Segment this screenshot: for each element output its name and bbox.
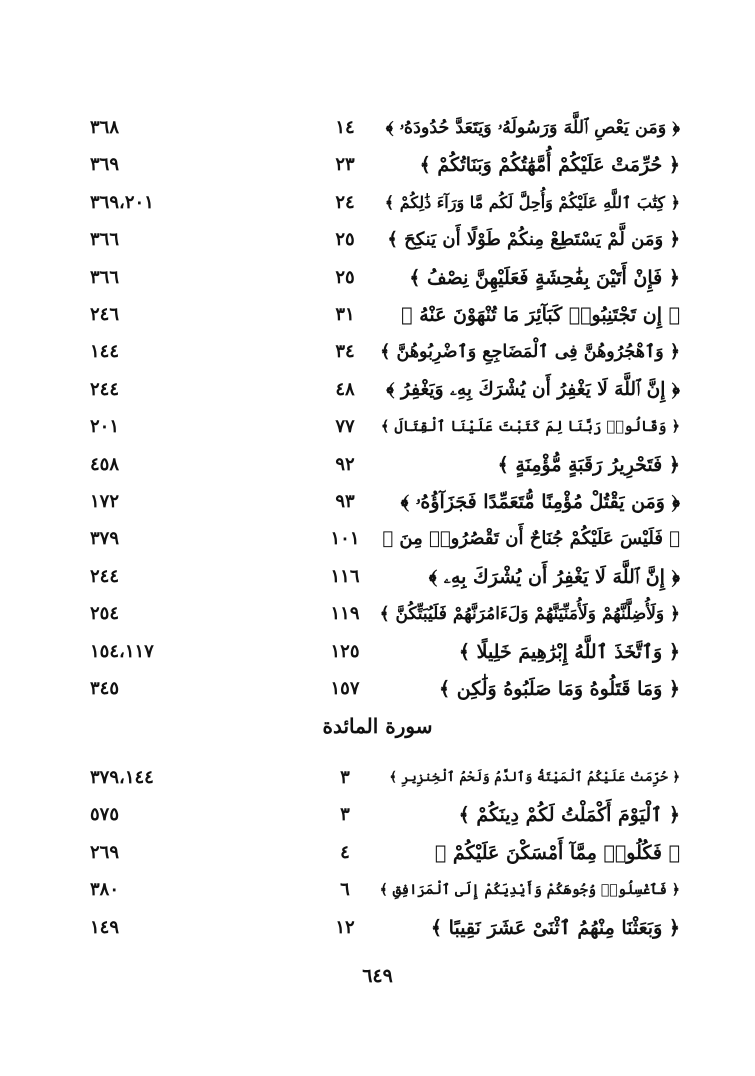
ayah-number: ٩٣: [335, 491, 355, 512]
ayah-number: ٣١: [335, 304, 355, 325]
verse-text: ﴿ وَمَن لَّمْ يَسْتَطِعْ مِنكُمْ طَوْلًا أَن يَنكِحَ ﴾: [387, 229, 680, 251]
page-references: ٣٨٠: [90, 879, 120, 901]
ayah-number: ٤٨: [335, 378, 355, 400]
ayah-number: ١٤: [335, 117, 355, 138]
index-row: [90, 260, 680, 296]
index-row: [90, 409, 680, 445]
index-row: [90, 110, 680, 146]
page-references: ٢٠١: [90, 416, 120, 438]
ayah-number: ٢٥: [335, 266, 355, 288]
verse-text: ﴿ فَلَيْسَ عَلَيْكُمْ جُنَاحٌ أَن تَقْصُرُوا۟ مِنَ ﴾: [382, 528, 680, 550]
index-row: [90, 297, 680, 333]
page-references: ٢٥٤: [90, 603, 120, 625]
page-number: ٦٤٩: [362, 965, 393, 987]
ayah-number: ٢٣: [335, 154, 355, 176]
ayah-number: ٩٢: [335, 453, 355, 475]
index-row: [90, 185, 680, 221]
page-references: ٣٧٩: [90, 528, 120, 550]
index-row: [90, 797, 680, 833]
page-references: ٢٦٩: [90, 841, 120, 863]
page-references: ٣٦٦: [90, 229, 120, 251]
verse-text: ﴿ وَمَن يَعْصِ ٱللَّهَ وَرَسُولَهُۥ وَيَتَعَدَّ حُدُودَهُۥ ﴾: [385, 118, 680, 138]
index-row: [90, 521, 680, 557]
ayah-number: ٢٥: [335, 229, 355, 251]
verse-text: ﴿ فَٱغْسِلُوا۟ وُجُوهَكُمْ وَأَيْدِيَكُمْ إِلَى ٱلْمَرَافِقِ ﴾: [379, 882, 680, 899]
page-references: ٣٧٩،١٤٤: [90, 767, 154, 788]
page-references: ٤٥٨: [90, 453, 120, 475]
page-references: ١٧٢: [90, 491, 120, 512]
index-row: [90, 872, 680, 908]
verse-text: ﴿ إِنَّ ٱللَّهَ لَا يَغْفِرُ أَن يُشْرَكَ بِهِۦ ﴾: [428, 565, 680, 588]
page-references: ١٤٤: [90, 341, 120, 363]
index-row: [90, 222, 680, 258]
page-references: ٥٧٥: [90, 804, 120, 826]
ayah-number: ٣٤: [335, 341, 355, 363]
verse-text: ﴿ وَٱهْجُرُوهُنَّ فِى ٱلْمَضَاجِعِ وَٱضْرِبُوهُنَّ ﴾: [380, 342, 680, 363]
verse-text: ﴿ وَٱتَّخَذَ ٱللَّهُ إِبْرَٰهِيمَ خَلِيلًا ﴾: [458, 640, 680, 663]
page-references: ٣٦٨: [90, 117, 120, 138]
page-references: ٣٤٥: [90, 678, 120, 699]
ayah-number: ١٠١: [330, 528, 360, 550]
page-references: ١٤٩: [90, 916, 120, 938]
index-row: [90, 147, 680, 183]
index-row: [90, 835, 680, 871]
index-row: [90, 671, 680, 707]
verse-text: ﴿ حُرِّمَتْ عَلَيْكُمُ ٱلْمَيْتَةُ وَٱلدَّمُ وَلَحْمُ ٱلْخِنزِيرِ ﴾: [389, 770, 680, 785]
ayah-number: ٣: [340, 767, 350, 788]
verse-text: ﴿ فَإِنْ أَتَيْنَ بِفَٰحِشَةٍ فَعَلَيْهِنَّ نِصْفُ ﴾: [409, 266, 680, 289]
ayah-number: ١٢٥: [330, 640, 360, 662]
index-row: [90, 484, 680, 520]
ayah-number: ١١٩: [330, 603, 360, 625]
index-row: [90, 372, 680, 408]
page-references: ٢٤٤: [90, 378, 120, 400]
verse-text: ﴿ فَكُلُوا۟ مِمَّآ أَمْسَكْنَ عَلَيْكُمْ ﴾: [434, 841, 680, 864]
verse-text: ﴿ فَتَحْرِيرُ رَقَبَةٍ مُّؤْمِنَةٍ ﴾: [497, 453, 680, 476]
ayah-number: ٧٧: [335, 416, 355, 438]
index-row: [90, 559, 680, 595]
page-references: ٣٦٩: [90, 154, 120, 176]
verse-text: ﴿ ٱلْيَوْمَ أَكْمَلْتُ لَكُمْ دِينَكُمْ ﴾: [458, 804, 680, 827]
index-row: [90, 910, 680, 946]
ayah-number: ١١٦: [330, 565, 360, 587]
verse-text: ﴿ وَبَعَثْنَا مِنْهُمُ ٱثْنَىْ عَشَرَ نَقِيبًا ﴾: [430, 916, 680, 939]
ayah-number: ٤: [340, 841, 350, 863]
verse-text: ﴿ وَقَالُوا۟ رَبَّنَا لِمَ كَتَبْتَ عَلَيْنَا ٱلْقِتَالَ ﴾: [380, 418, 680, 436]
verse-text: ﴿ وَمَا قَتَلُوهُ وَمَا صَلَبُوهُ وَلَٰكِن ﴾: [439, 678, 680, 700]
verse-text: ﴿ إِن تَجْتَنِبُوا۟ كَبَآئِرَ مَا تُنْهَوْنَ عَنْهُ ﴾: [401, 304, 680, 326]
page-references: ٣٦٦: [90, 266, 120, 288]
page-references: ٢٤٦: [90, 304, 120, 325]
section-title-al-maidah: سورة المائدة: [322, 714, 433, 738]
ayah-number: ١٢: [335, 916, 355, 938]
page-references: ١٥٤،١١٧: [90, 640, 154, 662]
ayah-number: ١٥٧: [330, 678, 360, 699]
verse-text: ﴿ كِتَٰبَ ٱللَّهِ عَلَيْكُمْ وَأُحِلَّ لَكُم مَّا وَرَآءَ ذَٰلِكُمْ ﴾: [384, 192, 680, 212]
verse-text: ﴿ حُرِّمَتْ عَلَيْكُمْ أُمَّهَٰتُكُمْ وَبَنَاتُكُمْ ﴾: [419, 154, 680, 177]
index-row: [90, 634, 680, 670]
index-row: [90, 334, 680, 370]
ayah-number: ٦: [340, 879, 350, 901]
ayah-number: ٢٤: [335, 191, 355, 213]
ayah-number: ٣: [340, 804, 350, 826]
verse-text: ﴿ وَلَأُضِلَّنَّهُمْ وَلَأُمَنِّيَنَّهُمْ وَلَءَامُرَنَّهُمْ فَلَيُبَتِّكُنَّ ﴾: [379, 604, 680, 625]
index-row: [90, 760, 680, 796]
verse-text: ﴿ وَمَن يَقْتُلْ مُؤْمِنًا مُّتَعَمِّدًا فَجَزَآؤُهُۥ ﴾: [400, 491, 680, 513]
page-references: ٣٦٩،٢٠١: [90, 191, 154, 213]
verse-text: ﴿ إِنَّ ٱللَّهَ لَا يَغْفِرُ أَن يُشْرَكَ بِهِۦ وَيَغْفِرُ ﴾: [386, 378, 680, 400]
index-row: [90, 596, 680, 632]
index-row: [90, 447, 680, 483]
page-references: ٢٤٤: [90, 565, 120, 587]
